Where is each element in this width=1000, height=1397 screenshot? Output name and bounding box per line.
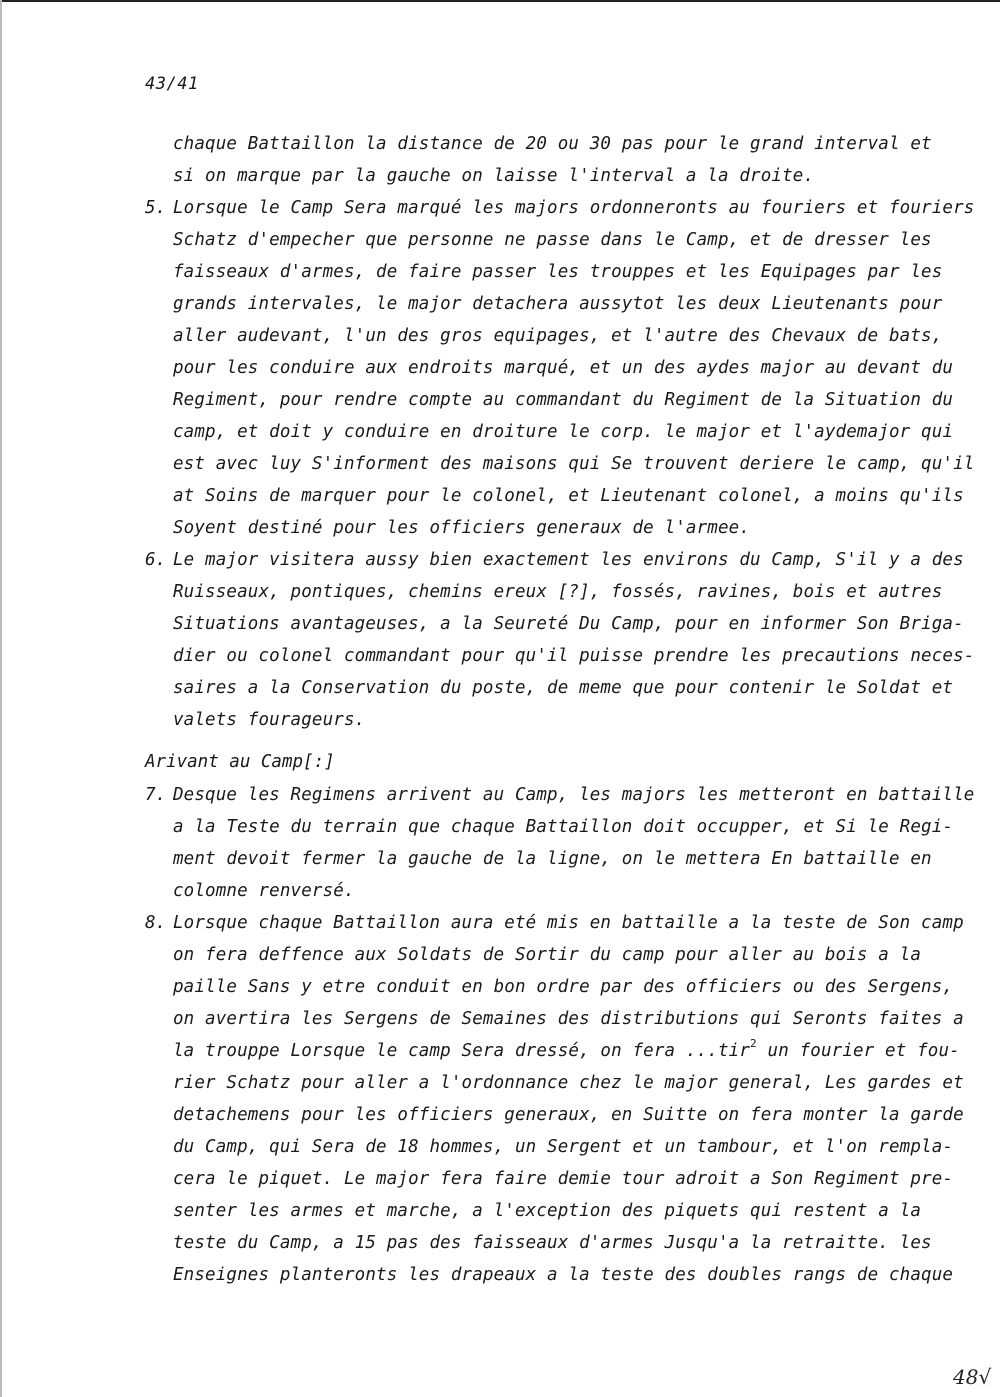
text-line: on fera deffence aux Soldats de Sortir du camp pour aller au bois a la: [173, 945, 922, 965]
text-line: valets fourageurs.: [173, 710, 366, 730]
text-line: Lorsque chaque Battaillon aura eté mis en battaille a la teste de Son camp: [173, 913, 964, 933]
text-line: Lorsque le Camp Sera marqué les majors ordonneronts au fouriers et fouriers: [173, 198, 975, 218]
text-fragment: un fourier et fou-: [756, 1041, 960, 1061]
superscript: 2: [750, 1037, 757, 1050]
text-line: paille Sans y etre conduit en bon ordre par des officiers ou des Sergens,: [173, 977, 954, 997]
folio-number: 43/41: [145, 74, 199, 94]
paragraph-number: 5.: [145, 198, 167, 218]
text-line: du Camp, qui Sera de 18 hommes, un Sergent et un tambour, et l'on rempla-: [173, 1137, 954, 1157]
paragraph-number: 8.: [145, 913, 167, 933]
text-line: dier ou colonel commandant pour qu'il puisse prendre les precautions neces-: [173, 646, 975, 666]
text-line: saires a la Conservation du poste, de meme que pour contenir le Soldat et: [173, 678, 954, 698]
text-line: cera le piquet. Le major fera faire demie tour adroit a Son Regiment pre-: [173, 1169, 954, 1189]
text-line: camp, et doit y conduire en droiture le corp. le major et l'aydemajor qui: [173, 422, 954, 442]
page-edge-top: [0, 0, 1000, 2]
text-line: Schatz d'empecher que personne ne passe dans le Camp, et de dresser les: [173, 230, 932, 250]
text-line: colomne renversé.: [173, 881, 355, 901]
text-line: senter les armes et marche, a l'exception des piquets qui restent a la: [173, 1201, 922, 1221]
text-line: faisseaux d'armes, de faire passer les trouppes et les Equipages par les: [173, 262, 943, 282]
text-line: at Soins de marquer pour le colonel, et Lieutenant colonel, a moins qu'ils: [173, 486, 964, 506]
text-line: Le major visitera aussy bien exactement les environs du Camp, S'il y a des: [173, 550, 964, 570]
text-line-with-superscript: [173, 1037, 960, 1061]
text-line: a la Teste du terrain que chaque Battaillon doit occupper, et Si le Regi-: [173, 817, 954, 837]
paragraph-number: 7.: [145, 785, 167, 805]
text-line: aller audevant, l'un des gros equipages, et l'autre des Chevaux de bats,: [173, 326, 943, 346]
page-edge-left: [0, 0, 2, 1397]
text-fragment: la trouppe Lorsque le camp Sera dressé, on fera ...tir: [173, 1041, 751, 1061]
text-line: pour les conduire aux endroits marqué, et un des aydes major au devant du: [173, 358, 954, 378]
handwritten-page-mark: 48√: [953, 1365, 992, 1389]
text-line: rier Schatz pour aller a l'ordonnance chez le major general, Les gardes et: [173, 1073, 964, 1093]
text-line: chaque Battaillon la distance de 20 ou 30 pas pour le grand interval et: [173, 134, 932, 154]
text-line: ment devoit fermer la gauche de la ligne, on le mettera En battaille en: [173, 849, 932, 869]
text-line: detachemens pour les officiers generaux, en Suitte on fera monter la garde: [173, 1105, 964, 1125]
text-line: Situations avantageuses, a la Seureté Du Camp, pour en informer Son Briga-: [173, 614, 964, 634]
text-line: teste du Camp, a 15 pas des faisseaux d'armes Jusqu'a la retraitte. les: [173, 1233, 932, 1253]
text-line: grands intervales, le major detachera aussytot les deux Lieutenants pour: [173, 294, 943, 314]
text-line: on avertira les Sergens de Semaines des distributions qui Seronts faites a: [173, 1009, 964, 1029]
text-line: si on marque par la gauche on laisse l'interval a la droite.: [173, 166, 815, 186]
text-line: Regiment, pour rendre compte au commandant du Regiment de la Situation du: [173, 390, 954, 410]
text-line: Soyent destiné pour les officiers generaux de l'armee.: [173, 518, 751, 538]
section-heading: Arivant au Camp[:]: [145, 752, 335, 772]
paragraph-number: 6.: [145, 550, 167, 570]
text-line: Desque les Regimens arrivent au Camp, les majors les metteront en battaille: [173, 785, 975, 805]
text-line: Ruisseaux, pontiques, chemins ereux [?], fossés, ravines, bois et autres: [173, 582, 943, 602]
text-line: est avec luy S'informent des maisons qui Se trouvent deriere le camp, qu'il: [173, 454, 975, 474]
text-line: Enseignes planteronts les drapeaux a la teste des doubles rangs de chaque: [173, 1265, 954, 1285]
